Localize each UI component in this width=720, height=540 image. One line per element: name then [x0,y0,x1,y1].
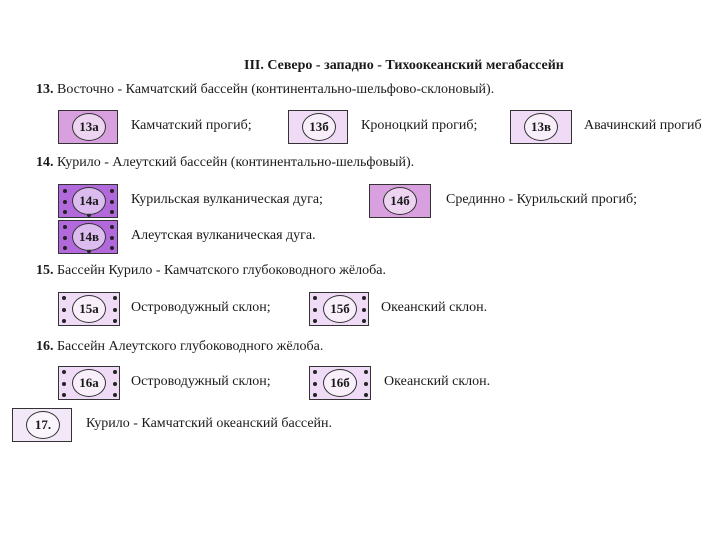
legend-code-15b: 15б [323,295,357,323]
legend-code-15a: 15а [72,295,106,323]
pattern-dot [62,296,66,300]
legend-label-13b: Кроноцкий прогиб; [361,118,478,133]
legend-label-14a: Курильская вулканическая дуга; [131,192,323,207]
pattern-dot [110,236,114,240]
legend-code-13v: 13в [524,113,558,141]
legend-label-15a: Островодужный склон; [131,300,271,315]
section-heading-13 [36,82,494,98]
section-heading-14 [36,155,414,171]
pattern-dot [110,210,114,214]
legend-row-14-first [0,184,720,224]
pattern-dot [62,319,66,323]
pattern-dot [362,319,366,323]
legend-swatch-15b [309,292,369,326]
section-heading-16 [36,339,323,355]
legend-code-17: 17. [26,411,60,439]
section-heading-15 [36,263,386,279]
pattern-dot [110,200,114,204]
legend-label-14v: Алеутская вулканическая дуга. [131,228,316,243]
section-number: 16. [36,339,54,354]
legend-code-14b: 14б [383,187,417,215]
pattern-dot [362,308,366,312]
pattern-dot [63,200,67,204]
legend-code-14a: 14а [72,187,106,215]
legend-row-13 [0,110,720,150]
section-text: Бассейн Курило - Камчатского глубоководного жёлоба. [57,263,386,278]
pattern-dot [313,370,317,374]
legend-row-16 [0,366,720,406]
pattern-dot [364,393,368,397]
legend-label-13v: Авачинский прогиб [584,118,702,133]
pattern-dot [364,370,368,374]
legend-label-17: Курило - Камчатский океанский бассейн. [86,416,333,431]
section-text: Бассейн Алеутского глубоководного жёлоба. [57,339,324,354]
pattern-dot [113,382,117,386]
legend-swatch-15a [58,292,120,326]
legend-swatch-14v [58,220,118,254]
legend-swatch-13v [510,110,572,144]
pattern-dot [313,319,317,323]
legend-label-13a: Камчатский прогиб; [131,118,252,133]
legend-row-17 [0,408,720,448]
legend-label-16a: Островодужный склон; [131,374,271,389]
legend-swatch-13a [58,110,118,144]
pattern-dot [364,382,368,386]
pattern-dot [62,308,66,312]
legend-code-16b: 16б [323,369,357,397]
legend-row-14-second [0,220,720,260]
pattern-dot [63,236,67,240]
section-text: Восточно - Камчатский бассейн (континентально-шельфово-склоновый). [57,82,495,97]
section-number: 14. [36,155,54,170]
pattern-dot [313,382,317,386]
legend-row-15 [0,292,720,332]
pattern-dot [63,246,67,250]
pattern-dot [62,382,66,386]
legend-swatch-16a [58,366,120,400]
pattern-dot [113,308,117,312]
pattern-dot [110,246,114,250]
pattern-dot [313,296,317,300]
page-title: III. Северо - западно - Тихоокеанский мегабассейн [244,58,564,73]
pattern-dot [362,296,366,300]
pattern-dot [63,189,67,193]
pattern-dot [113,319,117,323]
pattern-dot [63,225,67,229]
legend-code-13a: 13а [72,113,106,141]
pattern-dot [113,393,117,397]
section-text: Курило - Алеутский бассейн (континентально-шельфовый). [57,155,415,170]
pattern-dot [113,370,117,374]
legend-code-16a: 16а [72,369,106,397]
legend-swatch-16b [309,366,371,400]
legend-label-15b: Океанский склон. [381,300,488,315]
pattern-dot [62,370,66,374]
legend-swatch-14b [369,184,431,218]
section-number: 15. [36,263,54,278]
legend-code-13b: 13б [302,113,336,141]
legend-swatch-14a [58,184,118,218]
pattern-dot [113,296,117,300]
legend-label-14b: Срединно - Курильский прогиб; [446,192,638,207]
pattern-dot [62,393,66,397]
section-number: 13. [36,82,54,97]
pattern-dot [313,308,317,312]
legend-swatch-17 [12,408,72,442]
pattern-dot [110,189,114,193]
pattern-dot [110,225,114,229]
legend-swatch-13b [288,110,348,144]
pattern-dot [63,210,67,214]
legend-code-14v: 14в [72,223,106,251]
pattern-dot [313,393,317,397]
legend-label-16b: Океанский склон. [384,374,491,389]
